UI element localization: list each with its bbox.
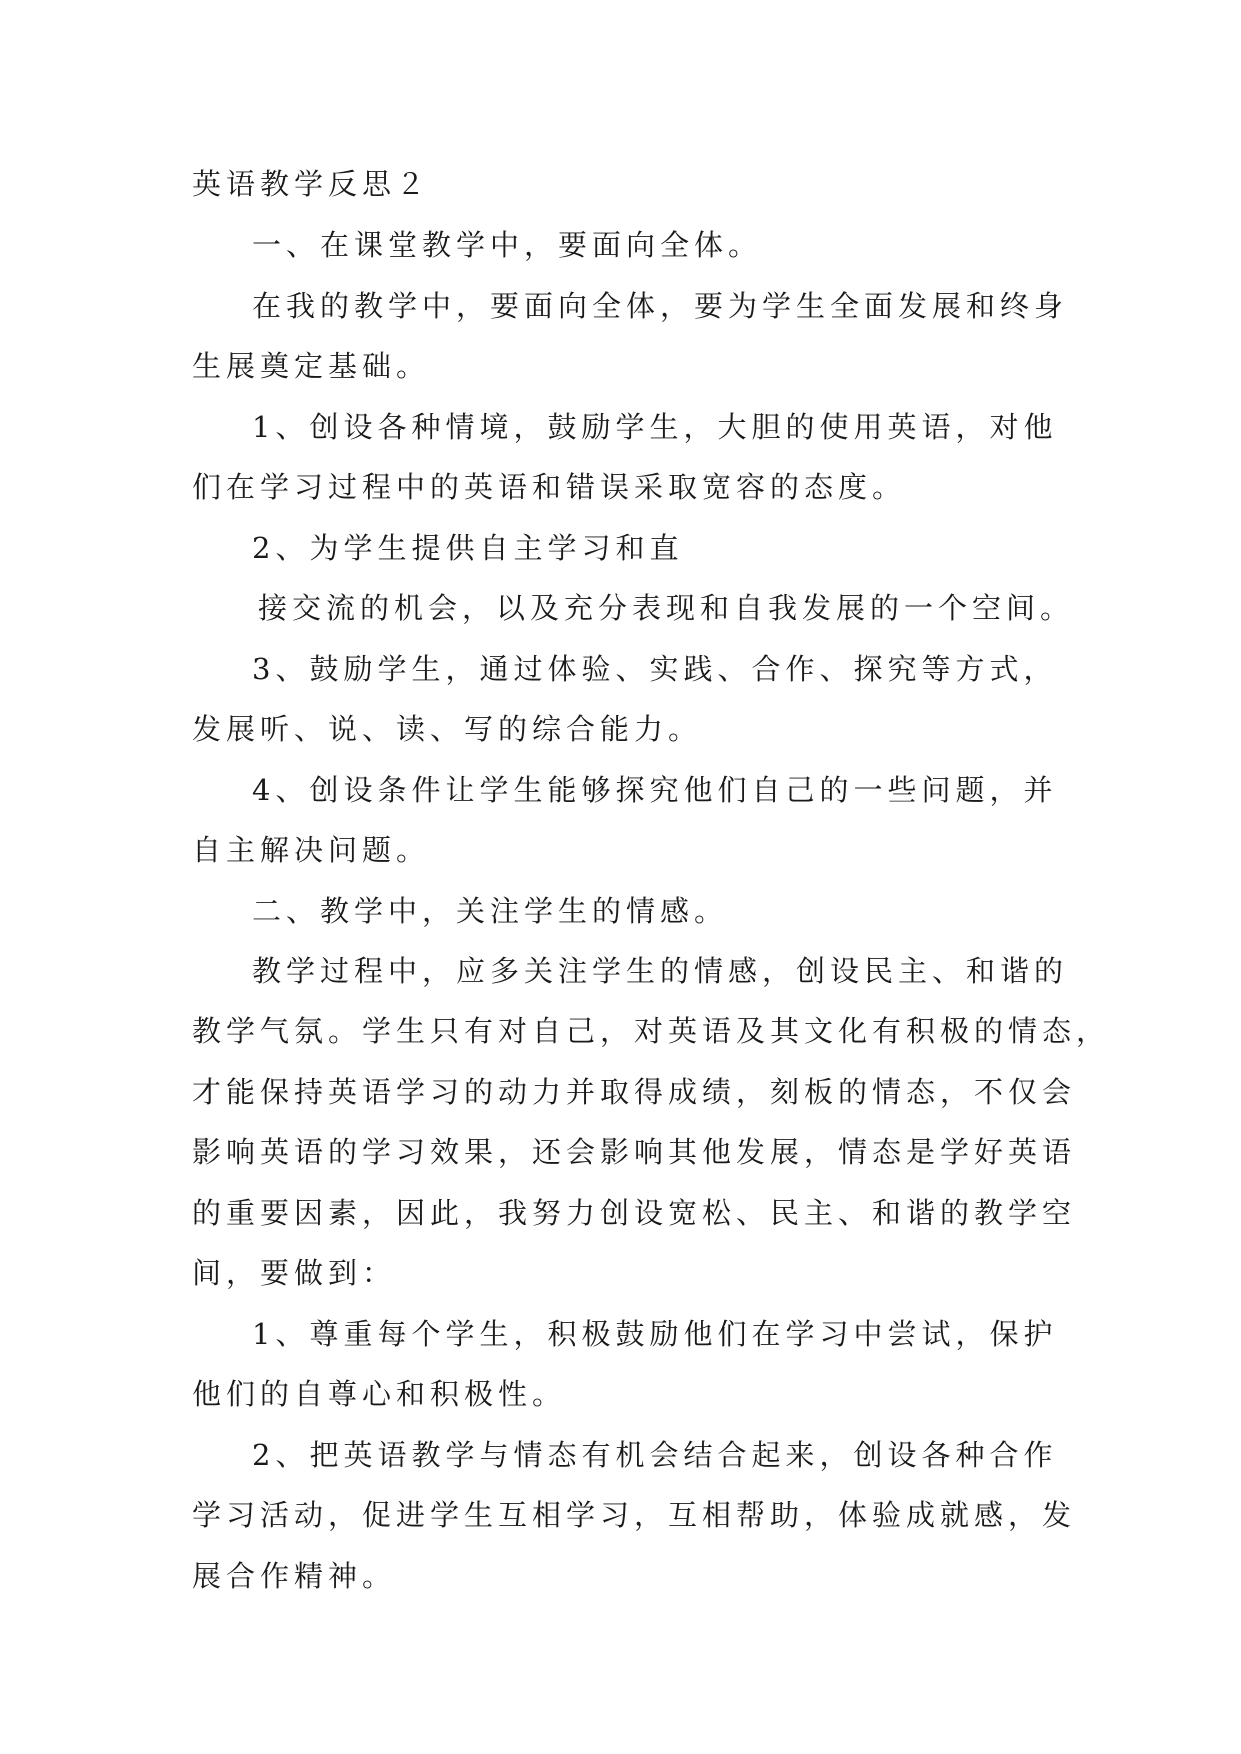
list-item-line: 发展听、说、读、写的综合能力。 <box>192 712 703 746</box>
section-heading-2: 二、教学中，关注学生的情感。 <box>252 894 729 928</box>
list-item-line: 3、鼓励学生，通过体验、实践、合作、探究等方式， <box>252 652 1058 686</box>
paragraph-line: 才能保持英语学习的动力并取得成绩，刻板的情态，不仅会 <box>192 1075 1077 1109</box>
list-item-line: 们在学习过程中的英语和错误采取宽容的态度。 <box>192 470 907 504</box>
list-item-line: 4、创设条件让学生能够探究他们自己的一些问题，并 <box>252 773 1058 807</box>
paragraph-line: 影响英语的学习效果，还会影响其他发展，情态是学好英语 <box>192 1135 1077 1169</box>
paragraph-line: 教学过程中，应多关注学生的情感，创设民主、和谐的 <box>252 954 1069 988</box>
paragraph-line: 间，要做到： <box>192 1256 397 1290</box>
list-item-line: 他们的自尊心和积极性。 <box>192 1377 567 1411</box>
paragraph-line: 的重要因素，因此，我努力创设宽松、民主、和谐的教学空 <box>192 1196 1077 1230</box>
paragraph-line: 教学气氛。学生只有对自己，对英语及其文化有积极的情态， <box>192 1014 1111 1048</box>
paragraph-line: 生展奠定基础。 <box>192 349 431 383</box>
list-item-line: 2、为学生提供自主学习和直 <box>252 531 684 565</box>
list-item-line: 展合作精神。 <box>192 1559 397 1593</box>
list-item-line: 2、把英语教学与情态有机会结合起来，创设各种合作 <box>252 1438 1058 1472</box>
list-item-line: 自主解决问题。 <box>192 833 431 867</box>
list-item-line: 1、尊重每个学生，积极鼓励他们在学习中尝试，保护 <box>252 1317 1058 1351</box>
list-item-line: 学习活动，促进学生互相学习，互相帮助，体验成就感，发 <box>192 1498 1077 1532</box>
list-item-line: 接交流的机会，以及充分表现和自我发展的一个空间。 <box>258 591 1075 625</box>
section-heading-1: 一、在课堂教学中，要面向全体。 <box>252 228 763 262</box>
paragraph-line: 在我的教学中，要面向全体，要为学生全面发展和终身 <box>252 289 1069 323</box>
document-title: 英语教学反思２ <box>192 167 431 201</box>
list-item-line: 1、创设各种情境，鼓励学生，大胆的使用英语，对他 <box>252 410 1058 444</box>
